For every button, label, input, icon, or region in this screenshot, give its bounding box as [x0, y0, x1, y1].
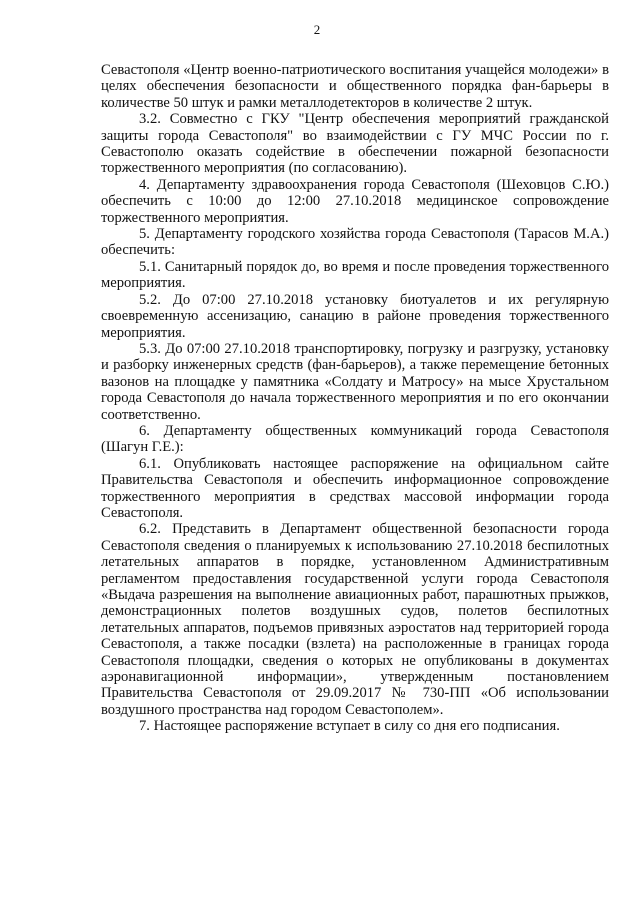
document-body — [101, 62, 609, 735]
paragraph-5-3: 5.3. До 07:00 27.10.2018 транспортировку, погрузку и разгрузку, установку и разборку инженерных средств (фан-барьеров), а также перемещение бетонных вазонов на площадке у памятника «Солдату и Матросу» на мысе Хрустальном города Севастополя до начала торжественного мероприятия и по его окончании соответственно. — [101, 340, 609, 423]
paragraph-3-2: 3.2. Совместно с ГКУ "Центр обеспечения мероприятий гражданской защиты города Севастополя" во взаимодействии с ГУ МЧС России по г. Севастополю оказать содействие в обеспечении пожарной безопасности торжественного мероприятия (по согласованию). — [101, 111, 609, 177]
paragraph-7: 7. Настоящее распоряжение вступает в силу со дня его подписания. — [139, 718, 560, 735]
paragraph-5-1: 5.1. Санитарный порядок до, во время и после проведения торжественного мероприятия. — [101, 258, 609, 292]
paragraph-5: 5. Департаменту городского хозяйства города Севастополя (Тарасов М.А.) обеспечить: — [101, 226, 609, 259]
paragraph-6-1: 6.1. Опубликовать настоящее распоряжение на официальном сайте Правительства Севастополя и обеспечить информационное сопровождение торжественного мероприятия в средствах массовой информации города Севастополя. — [101, 455, 609, 521]
page-number: 2 — [313, 22, 321, 37]
paragraph-continuation: Севастополя «Центр военно-патриотического воспитания учащейся молодежи» в целях обеспечения безопасности и общественного порядка фан-барьеры в количестве 50 штук и рамки металлодетекторов в количестве 2 штук. — [101, 62, 609, 111]
paragraph-5-2: 5.2. До 07:00 27.10.2018 установку биотуалетов и их регулярную своевременную ассенизацию, санацию в районе проведения торжественного мероприятия. — [101, 291, 609, 341]
paragraph-6: 6. Департаменту общественных коммуникаций города Севастополя (Шагун Г.Е.): — [101, 422, 609, 456]
paragraph-4: 4. Департаменту здравоохранения города Севастополя (Шеховцов С.Ю.) обеспечить с 10:00 до 12:00 27.10.2018 медицинское сопровождение торжественного мероприятия. — [101, 176, 609, 226]
paragraph-6-2: 6.2. Представить в Департамент общественной безопасности города Севастополя сведения о планируемых к использованию 27.10.2018 беспилотных летательных аппаратов в порядке, установленном Административным регламентом предоставления государственной услуги города Севастополя «Выдача разрешения на выполнение авиационных работ, парашютных прыжков, демонстрационных полетов воздушных судов, полетов беспилотных летательных аппаратов, подъемов привязных аэростатов над территорией города Севастополя, а также посадки (взлета) на расположенные в границах города Севастополя площадки, сведения о которых не опубликованы в документах аэронавигационной информации», утвержденным постановлением Правительства Севастополя от 29.09.2017 № 730-ПП «Об использовании воздушного пространства над городом Севастополем». — [101, 521, 609, 718]
